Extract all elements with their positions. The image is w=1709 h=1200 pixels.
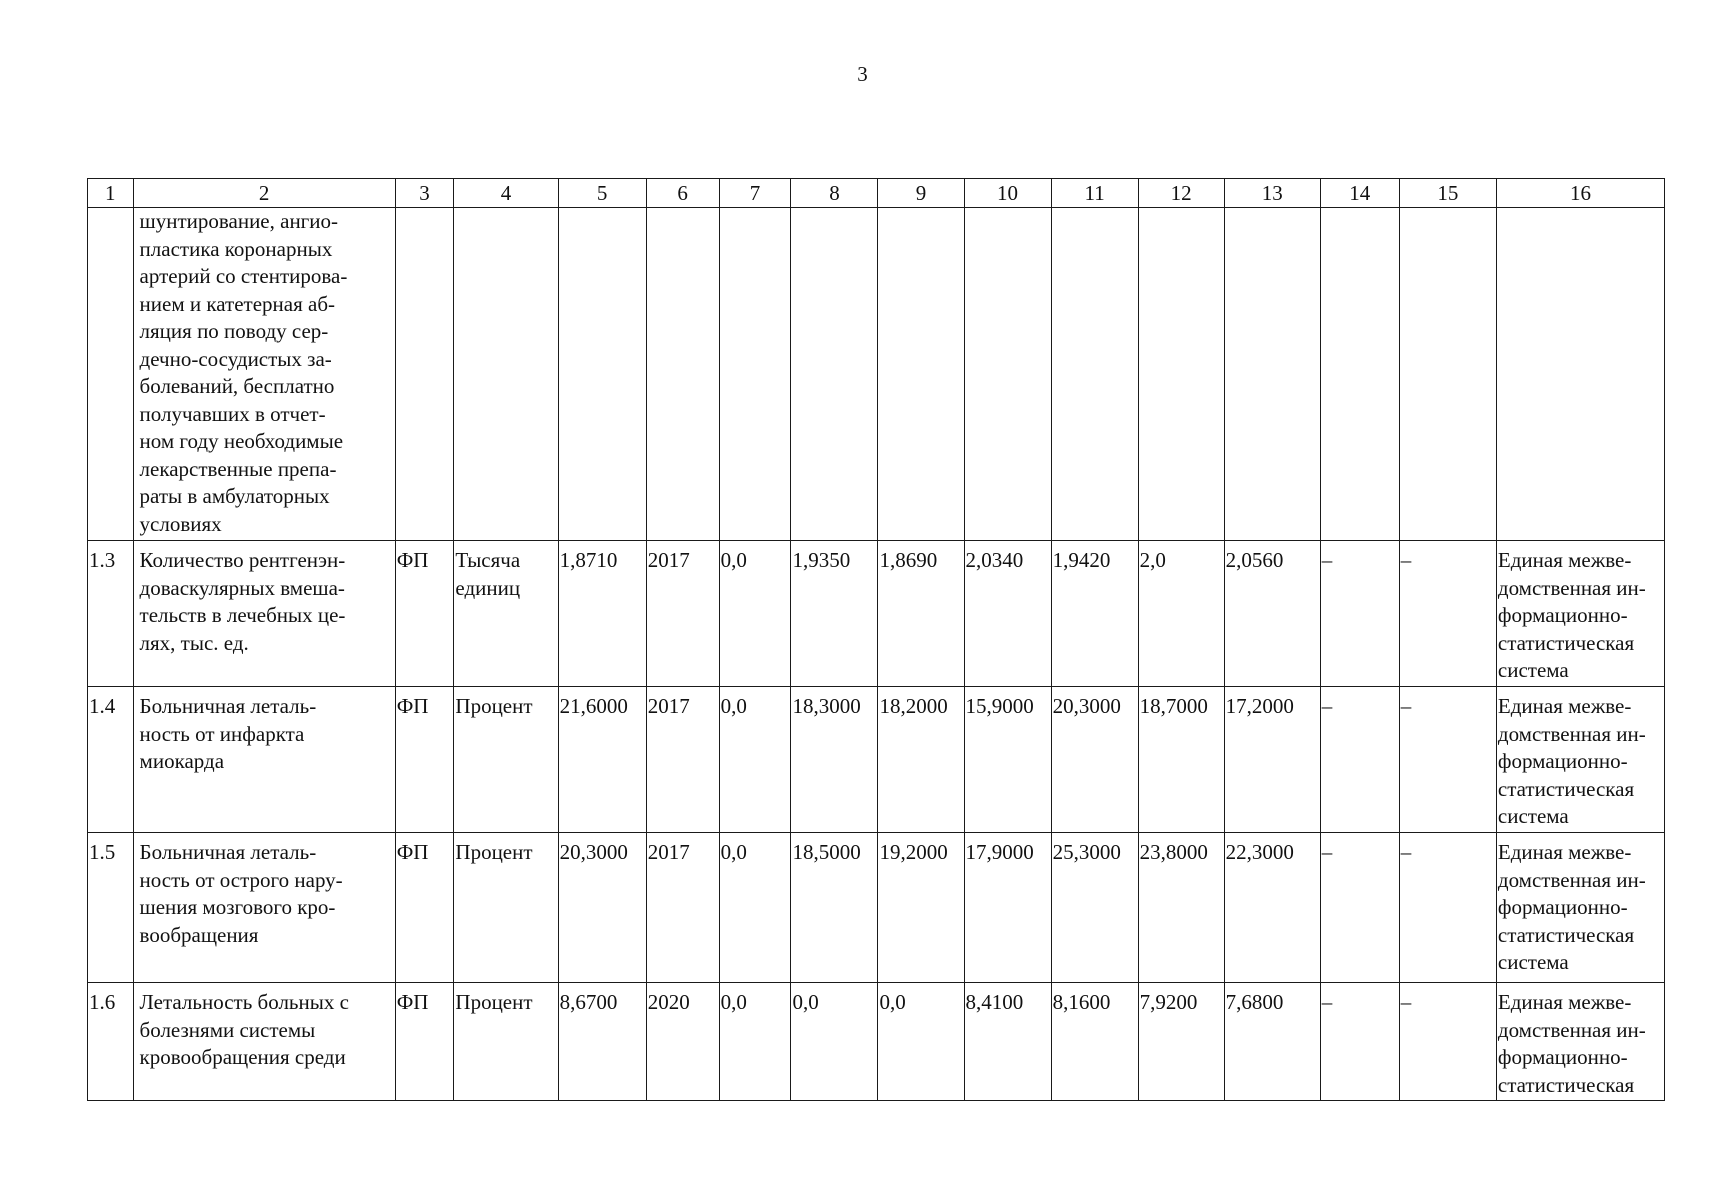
column-header: 7	[719, 179, 791, 208]
column-header: 16	[1496, 179, 1664, 208]
value-cell	[1224, 208, 1320, 541]
table-row	[88, 687, 1665, 833]
table-row	[88, 541, 1665, 687]
indicator-name-line: шения мозгового кро-	[139, 895, 336, 919]
source-line: домственная ин-	[1497, 721, 1646, 746]
base-year-cell: 2017	[646, 833, 719, 983]
base-year-cell: 2017	[646, 541, 719, 687]
column-header: 2	[133, 179, 395, 208]
unit-cell	[454, 983, 558, 1101]
indicators-table	[87, 178, 1665, 1101]
indicator-name-cell	[133, 983, 395, 1101]
value-cell: 20,3000	[1051, 687, 1138, 833]
source-line: Единая межве-	[1497, 990, 1632, 1014]
value-cell	[1320, 208, 1399, 541]
value-cell: –	[1320, 833, 1399, 983]
unit-cell	[454, 208, 558, 541]
indicator-name-line: Больничная леталь-	[139, 694, 317, 718]
indicator-name-line: болеваний, бесплатно	[139, 374, 335, 398]
value-cell	[964, 208, 1051, 541]
value-cell: 8,4100	[964, 983, 1051, 1101]
source-cell	[1496, 833, 1664, 983]
value-cell: 0,0	[791, 983, 878, 1101]
indicator-type-cell: ФП	[395, 983, 454, 1101]
value-cell: 8,1600	[1051, 983, 1138, 1101]
value-cell: 7,6800	[1224, 983, 1320, 1101]
source-cell	[1496, 541, 1664, 687]
value-cell: 1,9420	[1051, 541, 1138, 687]
indicator-name-line: доваскулярных вмеша-	[139, 575, 345, 600]
source-line: статистическая	[1497, 1072, 1635, 1097]
source-cell	[1496, 983, 1664, 1101]
base-value-cell: 1,8710	[558, 541, 646, 687]
value-cell: 1,8690	[878, 541, 964, 687]
base-value-cell: 21,6000	[558, 687, 646, 833]
base-year-cell: 2017	[646, 687, 719, 833]
indicator-name-line: тельств в лечебных це-	[139, 603, 346, 627]
indicator-name-line: Летальность больных с	[139, 990, 349, 1014]
indicator-type-cell: ФП	[395, 833, 454, 983]
indicator-name-line: Больничная леталь-	[139, 840, 317, 864]
base-value-cell: 8,6700	[558, 983, 646, 1101]
indicator-name-line: ность от острого нару-	[139, 867, 343, 892]
row-number-cell: 1.6	[88, 983, 134, 1101]
indicator-name-line: ном году необходимые	[139, 429, 344, 453]
row-number-cell: 1.4	[88, 687, 134, 833]
value-cell: 0,0	[719, 833, 791, 983]
value-cell: –	[1320, 541, 1399, 687]
column-header: 11	[1051, 179, 1138, 208]
value-cell: 18,3000	[791, 687, 878, 833]
source-cell	[1496, 687, 1664, 833]
source-line: статистическая	[1497, 776, 1635, 801]
value-cell: –	[1399, 541, 1496, 687]
source-cell	[1496, 208, 1664, 541]
source-line: система	[1497, 658, 1569, 682]
indicator-name-line: получавших в отчет-	[139, 401, 326, 426]
source-line: формационно-	[1497, 1045, 1628, 1069]
value-cell: 7,9200	[1138, 983, 1224, 1101]
indicator-name-line: миокарда	[139, 749, 225, 773]
source-line: домственная ин-	[1497, 867, 1646, 892]
value-cell	[791, 208, 878, 541]
indicator-name-line: нием и катетерная аб-	[139, 291, 335, 316]
column-header: 10	[964, 179, 1051, 208]
value-cell: –	[1320, 687, 1399, 833]
indicator-type-cell	[395, 208, 454, 541]
indicator-name-cell	[133, 541, 395, 687]
value-cell: 2,0560	[1224, 541, 1320, 687]
indicator-name-line: раты в амбулаторных	[139, 484, 330, 508]
table-row	[88, 983, 1665, 1101]
value-cell: 19,2000	[878, 833, 964, 983]
base-year-cell	[646, 208, 719, 541]
column-header: 5	[558, 179, 646, 208]
value-cell: 2,0	[1138, 541, 1224, 687]
indicator-name-line: лекарственные препа-	[139, 456, 337, 481]
source-line: формационно-	[1497, 603, 1628, 627]
table-row	[88, 833, 1665, 983]
indicator-name-line: шунтирование, ангио-	[139, 209, 339, 233]
value-cell: 23,8000	[1138, 833, 1224, 983]
indicator-name-line: ность от инфаркта	[139, 721, 305, 746]
value-cell	[1051, 208, 1138, 541]
source-line: статистическая	[1497, 630, 1635, 655]
indicator-name-line: кровообращения среди	[139, 1045, 346, 1069]
unit-cell	[454, 541, 558, 687]
value-cell: –	[1399, 687, 1496, 833]
unit-line: Процент	[455, 990, 533, 1014]
table-header	[88, 179, 1665, 208]
indicator-name-cell	[133, 687, 395, 833]
column-header: 8	[791, 179, 878, 208]
indicator-name-line: ляция по поводу сер-	[139, 319, 329, 343]
indicator-name-line: артерий со стентирова-	[139, 264, 348, 288]
table-body	[88, 208, 1665, 1101]
base-value-cell	[558, 208, 646, 541]
value-cell: 18,5000	[791, 833, 878, 983]
value-cell: 2,0340	[964, 541, 1051, 687]
base-value-cell: 20,3000	[558, 833, 646, 983]
column-header: 4	[454, 179, 558, 208]
value-cell: 22,3000	[1224, 833, 1320, 983]
source-line: домственная ин-	[1497, 575, 1646, 600]
value-cell: –	[1320, 983, 1399, 1101]
value-cell: 18,7000	[1138, 687, 1224, 833]
unit-line: единиц	[455, 575, 521, 600]
value-cell: –	[1399, 983, 1496, 1101]
value-cell: 0,0	[719, 541, 791, 687]
indicator-name-line: болезнями системы	[139, 1017, 316, 1042]
row-number-cell: 1.3	[88, 541, 134, 687]
row-number-cell	[88, 208, 134, 541]
column-header: 9	[878, 179, 964, 208]
column-header: 6	[646, 179, 719, 208]
source-line: система	[1497, 950, 1569, 974]
indicator-type-cell: ФП	[395, 687, 454, 833]
indicator-name-line: вообращения	[139, 922, 259, 947]
indicator-name-cell	[133, 833, 395, 983]
value-cell: 17,2000	[1224, 687, 1320, 833]
source-line: формационно-	[1497, 749, 1628, 773]
table-row	[88, 208, 1665, 541]
unit-cell	[454, 833, 558, 983]
indicator-name-line: дечно-сосудистых за-	[139, 346, 332, 371]
unit-line: Тысяча	[455, 548, 521, 572]
column-number-row	[88, 179, 1665, 208]
unit-line: Процент	[455, 694, 533, 718]
value-cell: 1,9350	[791, 541, 878, 687]
value-cell: –	[1399, 833, 1496, 983]
indicator-name-line: условиях	[139, 511, 222, 536]
value-cell: 17,9000	[964, 833, 1051, 983]
column-header: 15	[1399, 179, 1496, 208]
source-line: Единая межве-	[1497, 694, 1632, 718]
value-cell: 0,0	[719, 687, 791, 833]
source-line: статистическая	[1497, 922, 1635, 947]
column-header: 12	[1138, 179, 1224, 208]
column-header: 14	[1320, 179, 1399, 208]
indicator-name-line: лях, тыс. ед.	[139, 630, 249, 655]
value-cell: 25,3000	[1051, 833, 1138, 983]
source-line: система	[1497, 804, 1569, 828]
column-header: 13	[1224, 179, 1320, 208]
value-cell	[1138, 208, 1224, 541]
indicator-name-line: Количество рентгенэн-	[139, 548, 346, 572]
base-year-cell: 2020	[646, 983, 719, 1101]
value-cell: 0,0	[878, 983, 964, 1101]
indicator-type-cell: ФП	[395, 541, 454, 687]
indicator-name-line: пластика коронарных	[139, 236, 333, 261]
source-line: домственная ин-	[1497, 1017, 1646, 1042]
indicator-name-cell	[133, 208, 395, 541]
value-cell	[719, 208, 791, 541]
value-cell: 18,2000	[878, 687, 964, 833]
unit-cell	[454, 687, 558, 833]
row-number-cell: 1.5	[88, 833, 134, 983]
column-header: 1	[88, 179, 134, 208]
value-cell	[878, 208, 964, 541]
value-cell: 0,0	[719, 983, 791, 1101]
page-number: 3	[857, 62, 868, 86]
source-line: Единая межве-	[1497, 548, 1632, 572]
column-header: 3	[395, 179, 454, 208]
unit-line: Процент	[455, 840, 533, 864]
source-line: Единая межве-	[1497, 840, 1632, 864]
value-cell: 15,9000	[964, 687, 1051, 833]
value-cell	[1399, 208, 1496, 541]
source-line: формационно-	[1497, 895, 1628, 919]
